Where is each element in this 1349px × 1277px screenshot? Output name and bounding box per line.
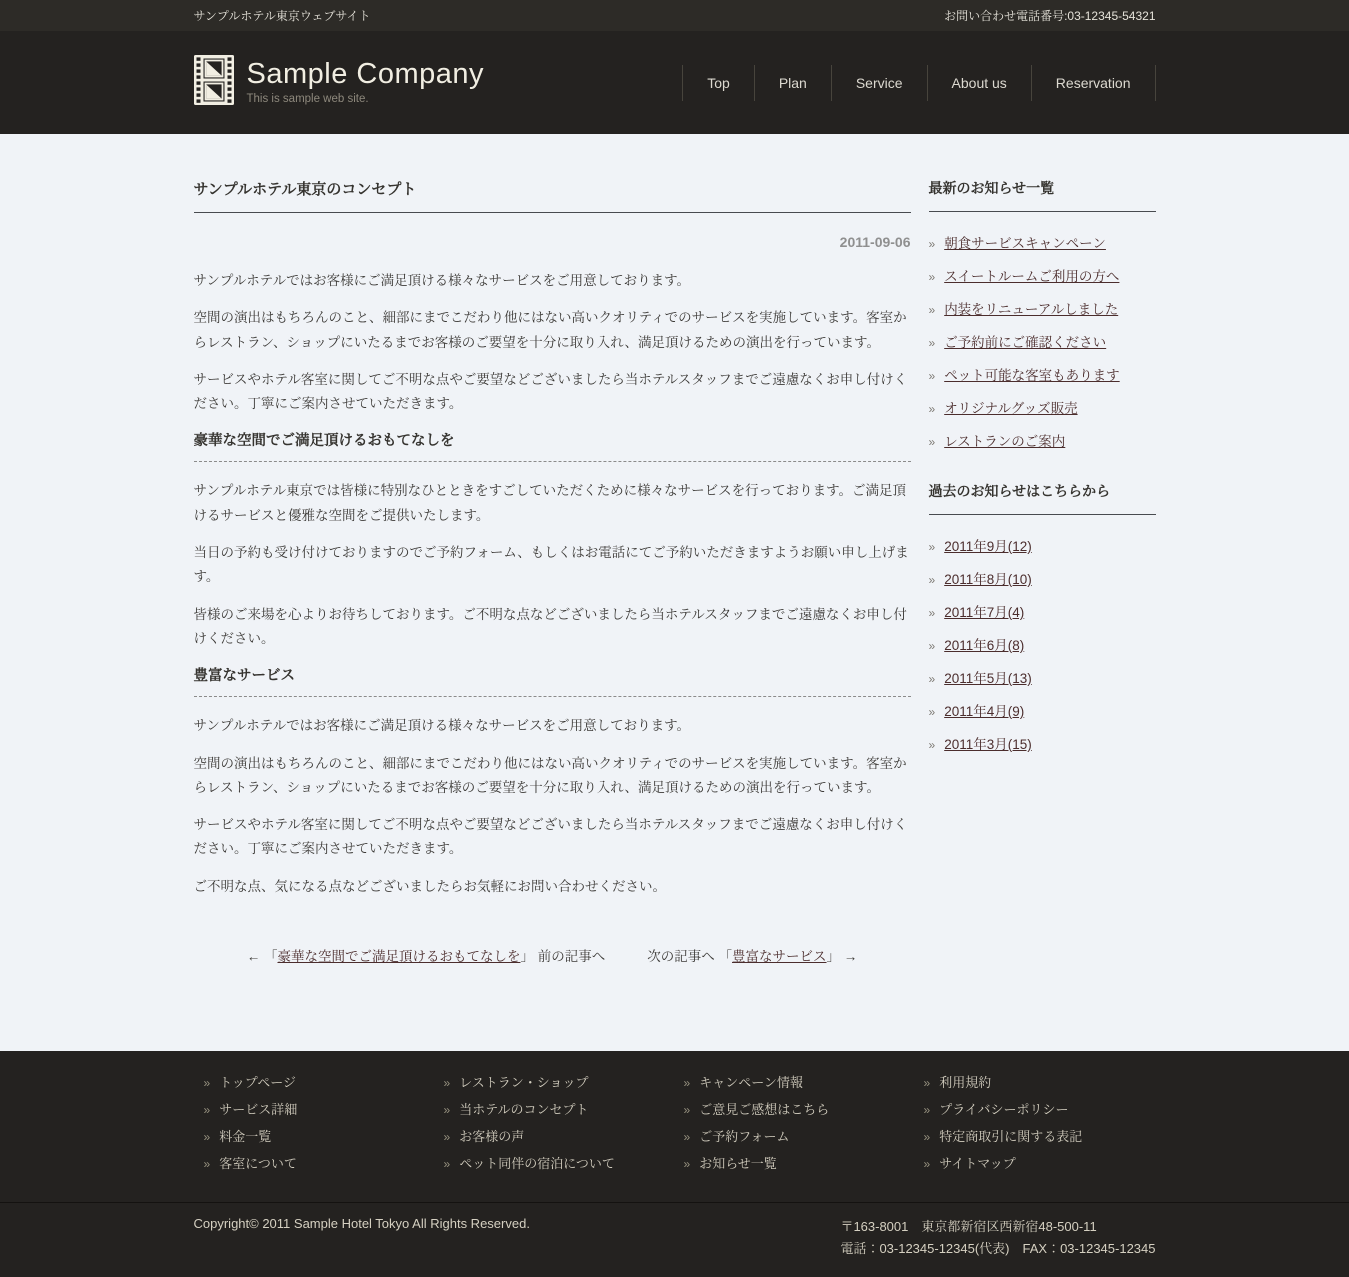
double-chevron-icon: » (928, 606, 936, 620)
next-article-link[interactable]: 豊富なサービス (732, 949, 827, 965)
list-item (929, 535, 1156, 555)
double-chevron-icon: » (203, 1076, 211, 1091)
next-arrow-icon: 」 → (826, 949, 858, 965)
news-list-title: 最新のお知らせ一覧 (929, 178, 1156, 212)
footer-link[interactable]: プライバシーポリシー (939, 1102, 1069, 1118)
sidebar (929, 178, 1156, 766)
double-chevron-icon: » (203, 1130, 211, 1145)
list-item (684, 1153, 914, 1172)
list-item (924, 1153, 1154, 1172)
news-link[interactable]: ペット可能な客室もあります (944, 368, 1120, 383)
list-item (684, 1099, 914, 1118)
logo-title: Sample Company (246, 58, 484, 90)
article-paragraph: 空間の演出はもちろんのこと、細部にまでこだわり他にはない高いクオリティでのサービスを実施しています。客室からレストラン、ショップにいたるまでお客様のご要望を十分に取り入れ、満足頂けるための演出を行っています。 (193, 310, 907, 350)
list-item (444, 1153, 674, 1172)
list-item (929, 430, 1156, 450)
list-item (444, 1099, 674, 1118)
bottom-bar (0, 1202, 1349, 1277)
archive-link[interactable]: 2011年9月(12) (944, 539, 1032, 554)
section-heading: 豪華な空間でご満足頂けるおもてなしを (194, 429, 911, 462)
list-item (684, 1126, 914, 1145)
main-content (194, 134, 1156, 1051)
footer-link[interactable]: トップページ (219, 1075, 297, 1091)
list-item (444, 1126, 674, 1145)
double-chevron-icon: » (923, 1157, 931, 1172)
article-paragraph: サンプルホテル東京では皆様に特別なひとときをすごしていただくために様々なサービスを行っております。ご満足頂けるサービスと優雅な空間をご提供いたします。 (193, 483, 907, 523)
footer-column-2 (434, 1072, 674, 1180)
footer-column-3 (674, 1072, 914, 1180)
double-chevron-icon: » (923, 1130, 931, 1145)
list-item (929, 733, 1156, 753)
list-item (929, 667, 1156, 687)
article-paragraph: サンプルホテルではお客様にご満足頂ける様々なサービスをご用意しております。 (193, 718, 691, 734)
footer (0, 1051, 1349, 1277)
double-chevron-icon: » (683, 1157, 691, 1172)
footer-link[interactable]: ご予約フォーム (699, 1129, 790, 1145)
list-item (204, 1072, 434, 1091)
pagination (194, 945, 911, 965)
double-chevron-icon: » (928, 540, 936, 554)
article-date: 2011-09-06 (839, 234, 911, 250)
footer-link[interactable]: ペット同伴の宿泊について (459, 1156, 615, 1172)
article-paragraph: 皆様のご来場を心よりお待ちしております。ご不明な点などございましたら当ホテルスタッフまでご遠慮なくお申し付けください。 (193, 606, 907, 646)
footer-link[interactable]: 特定商取引に関する表記 (939, 1129, 1083, 1145)
news-link[interactable]: 内装をリニューアルしました (944, 302, 1119, 317)
list-item (929, 397, 1156, 417)
double-chevron-icon: » (928, 270, 936, 284)
footer-column-4 (914, 1072, 1154, 1180)
double-chevron-icon: » (683, 1130, 691, 1145)
list-item (204, 1153, 434, 1172)
list-item (924, 1072, 1154, 1091)
footer-link[interactable]: お知らせ一覧 (699, 1156, 777, 1172)
double-chevron-icon: » (443, 1130, 451, 1145)
list-item (204, 1126, 434, 1145)
article-paragraph: サービスやホテル客室に関してご不明な点やご要望などございましたら当ホテルスタッフまでご遠慮なくお申し付けください。丁寧にご案内させていただきます。 (193, 371, 908, 412)
double-chevron-icon: » (928, 573, 936, 587)
double-chevron-icon: » (928, 303, 936, 317)
double-chevron-icon: » (923, 1076, 931, 1091)
next-label: 次の記事へ 「 (647, 949, 733, 965)
list-item (929, 298, 1156, 318)
footer-link[interactable]: お客様の声 (459, 1129, 525, 1145)
logo-tagline: This is sample web site. (246, 93, 369, 105)
double-chevron-icon: » (203, 1157, 211, 1172)
archive-link[interactable]: 2011年7月(4) (944, 605, 1025, 620)
double-chevron-icon: » (928, 435, 936, 449)
prev-arrow-icon: ← 「 (246, 949, 278, 965)
double-chevron-icon: » (928, 639, 936, 653)
footer-link[interactable]: 当ホテルのコンセプト (459, 1102, 589, 1118)
news-link[interactable]: オリジナルグッズ販売 (944, 401, 1078, 416)
nav-item-reservation[interactable]: Reservation (1055, 74, 1131, 91)
archive-link[interactable]: 2011年4月(9) (944, 704, 1025, 719)
double-chevron-icon: » (203, 1103, 211, 1118)
list-item (204, 1099, 434, 1118)
news-link[interactable]: レストランのご案内 (944, 434, 1066, 449)
archive-link[interactable]: 2011年5月(13) (944, 671, 1032, 686)
phone-fax-line: 電話：03-12345-12345(代表) FAX：03-12345-12345 (840, 1240, 1156, 1256)
double-chevron-icon: » (928, 705, 936, 719)
page-title: サンプルホテル東京のコンセプト (194, 178, 911, 213)
nav-item-plan[interactable]: Plan (778, 74, 807, 91)
film-strip-icon (194, 55, 234, 110)
double-chevron-icon: » (928, 369, 936, 383)
site-header (0, 31, 1349, 134)
double-chevron-icon: » (928, 402, 936, 416)
double-chevron-icon: » (683, 1103, 691, 1118)
company-address (840, 1216, 1155, 1260)
archive-section (929, 481, 1156, 753)
list-item (924, 1099, 1154, 1118)
nav-item-service[interactable]: Service (855, 74, 903, 91)
news-link[interactable]: スイートルームご利用の方へ (944, 269, 1120, 284)
archive-link[interactable]: 2011年8月(10) (944, 572, 1032, 587)
double-chevron-icon: » (443, 1076, 451, 1091)
copyright: Copyright© 2011 Sample Hotel Tokyo All Rights Reserved. (193, 1216, 530, 1232)
double-chevron-icon: » (928, 336, 936, 350)
archive-link[interactable]: 2011年3月(15) (944, 737, 1032, 752)
list-item (929, 634, 1156, 654)
footer-link[interactable]: キャンペーン情報 (699, 1075, 803, 1091)
list-item (929, 568, 1156, 588)
article-paragraph: サービスやホテル客室に関してご不明な点やご要望などございましたら当ホテルスタッフまでご遠慮なくお申し付けください。丁寧にご案内させていただきます。 (193, 817, 908, 857)
top-utility-bar (0, 0, 1349, 31)
list-item (684, 1072, 914, 1091)
footer-column-1 (194, 1072, 434, 1180)
double-chevron-icon: » (928, 672, 936, 686)
list-item (929, 364, 1156, 384)
article-paragraph: ご不明な点、気になる点などございましたらお気軽にお問い合わせください。 (193, 878, 666, 894)
section-heading: 豊富なサービス (194, 664, 911, 697)
list-item (929, 700, 1156, 720)
site-logo[interactable] (194, 55, 485, 110)
news-link[interactable]: ご予約前にご確認ください (944, 335, 1107, 350)
footer-link[interactable]: レストラン・ショップ (459, 1075, 589, 1091)
nav-item-about-us[interactable]: About us (951, 74, 1007, 91)
article-paragraph: 空間の演出はもちろんのこと、細部にまでこだわり他にはない高いクオリティでのサービスを実施しています。客室からレストラン、ショップにいたるまでお客様のご要望を十分に取り入れ、満足頂けるための演出を行っています。 (193, 755, 907, 795)
list-item (444, 1072, 674, 1091)
prev-article-link[interactable]: 豪華な空間でご満足頂けるおもてなしを (277, 949, 521, 965)
article-paragraph: サンプルホテルではお客様にご満足頂ける様々なサービスをご用意しております。 (193, 273, 691, 288)
main-nav (682, 65, 1155, 101)
double-chevron-icon: » (683, 1076, 691, 1091)
footer-link[interactable]: 利用規約 (939, 1075, 992, 1091)
contact-phone: お問い合わせ電話番号:03-12345-54321 (944, 9, 1156, 23)
list-item (929, 232, 1156, 252)
nav-item-top[interactable]: Top (707, 74, 730, 91)
footer-link[interactable]: サイトマップ (939, 1156, 1016, 1172)
list-item (924, 1126, 1154, 1145)
news-link[interactable]: 朝食サービスキャンペーン (944, 236, 1106, 251)
double-chevron-icon: » (443, 1103, 451, 1118)
news-list-section (929, 178, 1156, 450)
address-line: 〒163-8001 東京都新宿区西新宿48-500-11 (840, 1219, 1097, 1235)
footer-link[interactable]: ご意見ご感想はこちら (699, 1102, 830, 1118)
archive-link[interactable]: 2011年6月(8) (944, 638, 1025, 653)
prev-label: 」 前の記事へ (520, 949, 606, 965)
list-item (929, 265, 1156, 285)
article-paragraph: 当日の予約も受け付けておりますのでご予約フォーム、もしくはお電話にてご予約いただきますようお願い申し上げます。 (193, 545, 909, 585)
article (194, 178, 911, 965)
site-name: サンプルホテル東京ウェブサイト (193, 9, 371, 23)
double-chevron-icon: » (923, 1103, 931, 1118)
list-item (929, 601, 1156, 621)
double-chevron-icon: » (443, 1157, 451, 1172)
footer-link[interactable]: サービス詳細 (219, 1102, 298, 1118)
archive-title: 過去のお知らせはこちらから (929, 481, 1156, 515)
footer-link[interactable]: 料金一覧 (219, 1129, 272, 1145)
double-chevron-icon: » (928, 738, 936, 752)
double-chevron-icon: » (928, 237, 936, 251)
list-item (929, 331, 1156, 351)
footer-link[interactable]: 客室について (219, 1156, 297, 1172)
